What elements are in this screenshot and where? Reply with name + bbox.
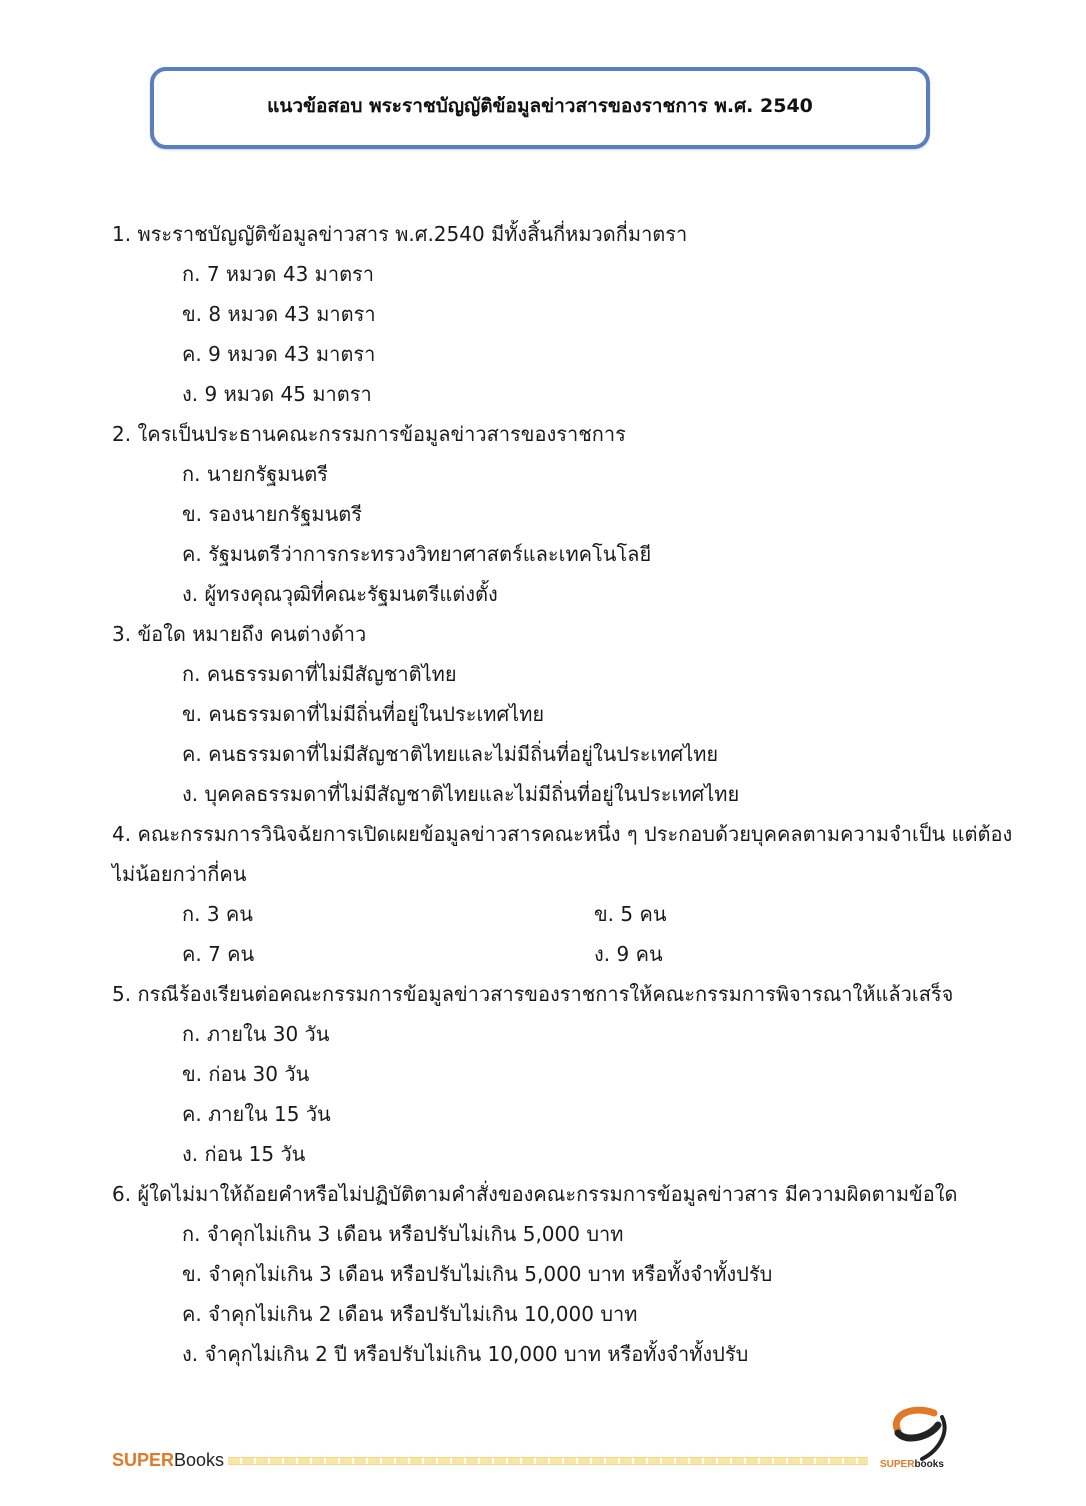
question-4 <box>112 814 1013 974</box>
option: ข. 8 หมวด 43 มาตรา <box>182 302 376 326</box>
brand-books: Books <box>174 1450 225 1470</box>
question-2 <box>112 414 972 614</box>
option: ข. รองนายกรัฐมนตรี <box>182 502 362 526</box>
option: ก. ภายใน 30 วัน <box>182 1022 330 1046</box>
option: ข. 5 คน <box>594 902 667 926</box>
question-text-line-2: ไม่น้อยกว่ากี่คน <box>112 862 247 886</box>
option: ก. คนธรรมดาที่ไม่มีสัญชาติไทย <box>182 662 457 686</box>
option: ข. จำคุกไม่เกิน 3 เดือน หรือปรับไม่เกิน 5,000 บาท หรือทั้งจำทั้งปรับ <box>182 1262 773 1286</box>
option: ค. ภายใน 15 วัน <box>182 1102 331 1126</box>
option: ค. 9 หมวด 43 มาตรา <box>182 342 376 366</box>
swoosh-logo-icon <box>872 1403 962 1461</box>
question-1 <box>112 214 972 414</box>
question-list <box>112 214 1013 1374</box>
option-grid <box>112 894 972 974</box>
option: ก. 3 คน <box>182 902 253 926</box>
option: ค. จำคุกไม่เกิน 2 เดือน หรือปรับไม่เกิน 10,000 บาท <box>182 1302 638 1326</box>
question-text: 3. ข้อใด หมายถึง คนต่างด้าว <box>112 622 367 646</box>
brand-super: SUPER <box>112 1450 175 1470</box>
question-text: 6. ผู้ใดไม่มาให้ถ้อยคำหรือไม่ปฏิบัติตามคำสั่งของคณะกรรมการข้อมูลข่าวสาร มีความผิดตามข้อใด <box>112 1182 958 1206</box>
option: ง. บุคคลธรรมดาที่ไม่มีสัญชาติไทยและไม่มีถิ่นที่อยู่ในประเทศไทย <box>182 782 740 806</box>
title-box <box>150 67 930 149</box>
option: ง. 9 คน <box>594 942 663 966</box>
question-text: 5. กรณีร้องเรียนต่อคณะกรรมการข้อมูลข่าวสารของราชการให้คณะกรรมการพิจารณาให้แล้วเสร็จ <box>112 982 954 1006</box>
option: ค. คนธรรมดาที่ไม่มีสัญชาติไทยและไม่มีถิ่นที่อยู่ในประเทศไทย <box>182 742 719 766</box>
logo-text: SUPERbooks <box>880 1459 944 1470</box>
question-text: 2. ใครเป็นประธานคณะกรรมการข้อมูลข่าวสารของราชการ <box>112 422 626 446</box>
option: ข. คนธรรมดาที่ไม่มีถิ่นที่อยู่ในประเทศไทย <box>182 702 545 726</box>
footer-divider <box>228 1457 868 1465</box>
footer-brand <box>112 1450 224 1471</box>
option: ง. จำคุกไม่เกิน 2 ปี หรือปรับไม่เกิน 10,000 บาท หรือทั้งจำทั้งปรับ <box>182 1342 749 1366</box>
question-text: 1. พระราชบัญญัติข้อมูลข่าวสาร พ.ศ.2540 มีทั้งสิ้นกี่หมวดกี่มาตรา <box>112 222 688 246</box>
option: ข. ก่อน 30 วัน <box>182 1062 310 1086</box>
question-text-line-1: 4. คณะกรรมการวินิจฉัยการเปิดเผยข้อมูลข่าวสารคณะหนึ่ง ๆ ประกอบด้วยบุคคลตามความจำเป็น แต่ต้อง <box>112 822 1013 846</box>
option: ค. 7 คน <box>182 942 255 966</box>
footer <box>112 1448 962 1478</box>
question-6 <box>112 1174 972 1374</box>
option: ง. ก่อน 15 วัน <box>182 1142 306 1166</box>
superbooks-logo <box>872 1403 962 1478</box>
question-5 <box>112 974 972 1174</box>
option: ก. 7 หมวด 43 มาตรา <box>182 262 375 286</box>
page-title: แนวข้อสอบ พระราชบัญญัติข้อมูลข่าวสารของราชการ พ.ศ. 2540 <box>267 95 813 117</box>
question-3 <box>112 614 972 814</box>
option: ค. รัฐมนตรีว่าการกระทรวงวิทยาศาสตร์และเทคโนโลยี <box>182 542 652 566</box>
option: ง. 9 หมวด 45 มาตรา <box>182 382 372 406</box>
option: ก. จำคุกไม่เกิน 3 เดือน หรือปรับไม่เกิน 5,000 บาท <box>182 1222 624 1246</box>
option: ง. ผู้ทรงคุณวุฒิที่คณะรัฐมนตรีแต่งตั้ง <box>182 582 498 606</box>
option: ก. นายกรัฐมนตรี <box>182 462 328 486</box>
